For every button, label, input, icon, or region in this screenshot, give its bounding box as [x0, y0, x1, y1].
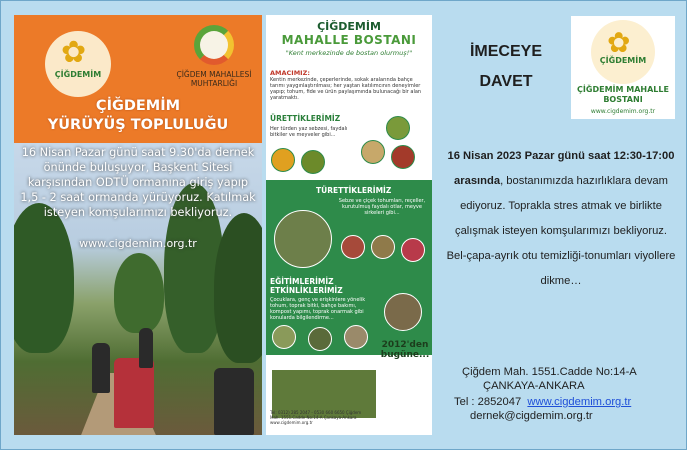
logo-name [571, 85, 675, 105]
invitation-text [441, 144, 681, 294]
produce-heading: ÜRETTİKLERİMİZ [270, 114, 341, 123]
poster-tagline: "Kent merkezinde de bostan olurmuş!" [285, 49, 413, 57]
hiker [92, 343, 110, 393]
poster-title1: ÇİĞDEMİM [317, 20, 381, 33]
jam-photo [341, 235, 365, 259]
address-block [446, 365, 681, 423]
invitation-heading [446, 37, 566, 97]
flower-icon: ✿ [607, 26, 631, 59]
cigdemim-logo-text: ÇİĞDEMİM [54, 70, 102, 79]
sunflower-photo [271, 148, 295, 172]
herb-photo [301, 150, 325, 174]
email-text[interactable]: dernek@cigdemim.org.tr [470, 410, 593, 422]
website-link[interactable]: www.cigdemim.org.tr [527, 396, 632, 408]
mahalle-logo [194, 25, 234, 65]
aim-text: Kentin merkezinde, çeperlerinde, sokak aralarında bahçe tarımı yaygınlaştırılması; her yaştan katılımcının deneyimler yapıp; tohum, fide ve ürün paylaşımında bulunacağı bir alan yaratmaktı. [270, 77, 422, 101]
poster-contact: Tel: 0312) 285 2047 - 0530 660 6650 Çiğdem Mah. 1551.Cadde No:14-A Çankaya-Ankara www.cigdemim.org.tr [270, 410, 362, 425]
tree [114, 253, 164, 333]
address-line1: Çiğdem Mah. 1551.Cadde No:14-A [462, 366, 637, 378]
poster-title [266, 21, 432, 57]
produce-section [266, 110, 432, 180]
walking-group-title [14, 97, 262, 135]
invitation-body: , bostanımızda hazırlıklara devam ediyoruz. Toprakla stres atmak ve birlikte çalışmak isteyen komşularımızı bekliyoruz. [454, 175, 668, 237]
education-heading: EĞİTİMLERİMİZ [270, 277, 334, 286]
logo-name-line1: ÇİĞDEMİM MAHALLE [577, 85, 669, 94]
group-photo [308, 327, 332, 351]
invitation-tasks: Bel-çapa-ayrık otu temizliği-tonumları viyollere dikme… [446, 250, 676, 287]
vegetable-photo [386, 116, 410, 140]
heading-line2: DAVET [479, 73, 533, 90]
aim-heading: AMACIMIZ: [270, 69, 310, 77]
logo-url: www.cigdemim.org.tr [590, 108, 656, 115]
walking-group-text: 16 Nisan Pazar günü saat 9.30'da dernek önünde buluşuyor, Başkent Sitesi karşısından ODTÜ ormanına giriş yapıp 1,5 - 2 saat ormanda yürüyoruz. Katılmak isteyen komşularımızı bekliyoruz. [20, 146, 256, 219]
walking-group-url: www.cigdemim.org.tr [79, 237, 197, 250]
education-text: Çocuklara, genç ve erişkinlere yönelik tohum, toprak bitki, bahçe bakımı, kompost yapımı, toprak onarmak gibi konularda bilgilendirme... [270, 297, 366, 321]
derived-heading: TÜRETTİKLERİMİZ [316, 186, 392, 195]
seed-photo [361, 140, 385, 164]
produce-text: Her türden yaz sebzesi, faydalı bitkiler ve meyveler gibi... [270, 126, 348, 138]
hiker [214, 368, 254, 435]
garden-logo [571, 16, 675, 119]
derived-text: Sebze ve çiçek tohumları, reçeller, kurutulmuş faydalı otlar, meyve sirkeleri gibi... [338, 198, 426, 216]
date-time-bold: 16 Nisan 2023 Pazar günü saat 12:30-17:00 arasında [447, 150, 675, 187]
logo-name-line2: BOSTANI [603, 95, 643, 104]
compost-photo [344, 325, 368, 349]
garden-poster [266, 15, 432, 435]
hiker [139, 328, 153, 368]
walking-group-panel [14, 15, 262, 435]
phone-web-line [446, 395, 681, 409]
children-photo [272, 325, 296, 349]
derived-products-section [266, 180, 432, 275]
mahalle-logo-text: ÇİĞDEM MAHALLESİ MUHTARLIĞI [176, 70, 252, 88]
fruit-photo [391, 145, 415, 169]
phone-text: Tel : 2852047 [454, 396, 522, 408]
workshop-photo [384, 293, 422, 331]
jar-photo [371, 235, 395, 259]
title-line2: YÜRÜYÜŞ TOPLULUĞU [47, 117, 229, 133]
hiker [114, 358, 154, 428]
poster-title2: MAHALLE BOSTANI [281, 33, 417, 47]
address-line2: ÇANKAYA-ANKARA [483, 380, 585, 392]
heading-line1: İMECEYE [469, 43, 542, 60]
flower-icon: ✿ [61, 35, 87, 70]
tree [14, 203, 74, 353]
logo-word: ÇİĞDEMİM [599, 56, 647, 65]
title-line1: ÇİĞDEMİM [95, 98, 181, 114]
events-heading: ETKİNLİKLERİMİZ [270, 286, 343, 295]
berry-photo [401, 238, 425, 262]
garden-aerial-photo [274, 210, 332, 268]
since-2012-label: 2012'den bugüne... [380, 340, 430, 360]
